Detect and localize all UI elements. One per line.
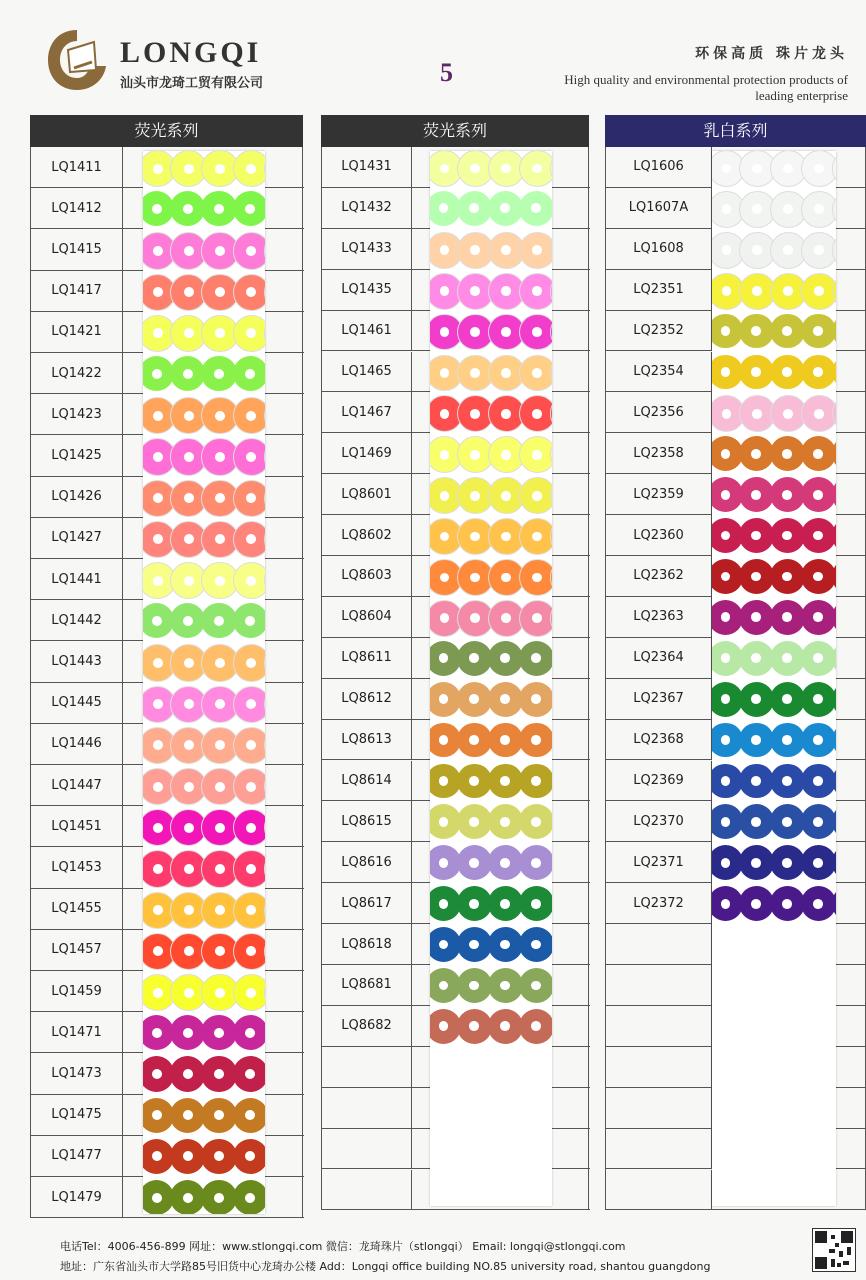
sequin-swatch [233,768,265,805]
sequin-swatch [770,804,805,839]
color-code: LQ2371 [606,842,712,882]
sequin-swatch [832,845,836,880]
sequin-swatch [801,845,836,880]
sequin-swatch [770,641,805,676]
sequin-swatch [739,477,774,512]
sequin-swatch [801,191,836,228]
color-code: LQ1445 [31,683,123,723]
sequin-swatch [739,764,774,799]
color-code: LQ1422 [31,353,123,393]
color-code: LQ1411 [31,147,123,187]
sequin-swatch [457,927,492,962]
sequin-swatch [201,1098,236,1133]
sequin-swatch [233,1139,265,1174]
sequin-swatch [488,723,523,758]
sequin-swatch [739,355,774,390]
sequin-swatch [770,436,805,471]
color-code: LQ1435 [322,270,412,310]
color-code [322,1129,412,1169]
sequin-swatch [519,477,552,514]
color-code: LQ1426 [31,477,123,517]
sequin-swatch [519,355,552,392]
color-code: LQ2372 [606,883,712,923]
sequin-swatch [264,1098,265,1133]
sequin-swatch [801,723,836,758]
color-code [322,1047,412,1087]
sequin-swatch [770,355,805,390]
sequin-swatch [201,1056,236,1091]
color-code: LQ8612 [322,679,412,719]
sequin-swatch [457,682,492,717]
color-code: LQ1442 [31,600,123,640]
sequin-swatch [801,477,836,512]
color-code: LQ1457 [31,930,123,970]
color-grid [605,147,866,1210]
color-code: LQ1433 [322,229,412,269]
sequin-swatch [170,191,205,226]
sequin-swatch [519,191,552,226]
qr-code-icon [812,1228,856,1272]
sequin-swatch [739,804,774,839]
sequin-swatch [201,1139,236,1174]
sequin-swatch [519,1009,552,1044]
sequin-swatch [233,686,265,723]
sequin-swatch [201,191,236,226]
sequin-swatch [519,968,552,1003]
sequin-swatch [832,764,836,799]
color-code: LQ1453 [31,847,123,887]
sequin-swatch [739,682,774,717]
sequin-swatch [233,974,265,1011]
sequin-swatch [264,1180,265,1214]
sequin-swatch [519,682,552,717]
color-code: LQ1479 [31,1177,123,1217]
color-code: LQ8616 [322,842,412,882]
sequin-swatch [832,559,836,594]
sequin-swatch [233,644,265,681]
sequin-swatch [550,191,552,226]
color-code [606,1006,712,1046]
sequin-swatch [801,395,836,432]
sequin-swatch [170,1056,205,1091]
page-header [0,0,866,110]
sequin-swatch [770,477,805,512]
sequin-swatch [550,764,552,799]
color-code: LQ2360 [606,515,712,555]
sequin-swatch [264,356,265,391]
sequin-swatch [801,151,836,187]
sequin-swatch [519,436,552,473]
sequin-swatch [233,191,265,226]
sequin-swatch [770,886,805,921]
sequin-swatch [201,1015,236,1050]
color-code: LQ1427 [31,518,123,558]
sequin-swatch [488,886,523,921]
color-code: LQ2356 [606,392,712,432]
sequin-swatch [801,804,836,839]
color-code [606,1047,712,1087]
sequin-swatch [832,436,836,471]
sequin-swatch [170,1139,205,1174]
sequin-swatch [233,727,265,764]
column-title: 荧光系列 [30,115,303,147]
sequin-swatch [233,1056,265,1091]
color-code: LQ1475 [31,1095,123,1135]
color-code: LQ1608 [606,229,712,269]
color-code: LQ1412 [31,188,123,228]
sequin-swatch [801,886,836,921]
color-code: LQ8614 [322,761,412,801]
sequin-swatch [739,518,774,553]
sequin-swatch [739,886,774,921]
color-code: LQ8601 [322,474,412,514]
sequin-swatch [233,850,265,887]
color-code: LQ1461 [322,311,412,351]
color-code: LQ1606 [606,147,712,187]
color-code: LQ8602 [322,515,412,555]
page-footer [0,1228,866,1280]
color-code: LQ2358 [606,433,712,473]
sequin-swatch [832,314,836,349]
brand-name: LONGQI [120,36,262,69]
color-code [322,1088,412,1128]
sequin-swatch [233,356,265,391]
sequin-swatch [488,804,523,839]
color-code: LQ8603 [322,556,412,596]
sequin-swatch [233,809,265,846]
column-title: 荧光系列 [321,115,589,147]
sequin-swatch [457,886,492,921]
color-code: LQ1465 [322,352,412,392]
color-code: LQ2363 [606,597,712,637]
sequin-swatch [488,927,523,962]
sequin-swatch [832,886,836,921]
sequin-swatch [519,804,552,839]
color-code: LQ1471 [31,1012,123,1052]
color-code [606,1088,712,1128]
sequin-swatch [519,314,552,351]
sequin-swatch [801,436,836,471]
color-code: LQ1477 [31,1136,123,1176]
sequin-swatch [519,518,552,555]
sequin-swatch [457,723,492,758]
color-code: LQ1447 [31,765,123,805]
sequin-swatch [519,641,552,676]
sequin-swatch [739,845,774,880]
color-code: LQ8681 [322,965,412,1005]
color-code: LQ1467 [322,392,412,432]
sequin-swatch [801,355,836,390]
sequin-swatch [550,682,552,717]
sequin-swatch [832,355,836,390]
sequin-swatch [519,723,552,758]
color-code: LQ1431 [322,147,412,187]
sequin-swatch [233,315,265,352]
sequin-swatch [550,723,552,758]
color-code: LQ2352 [606,311,712,351]
color-code: LQ2369 [606,761,712,801]
color-grid [30,147,303,1218]
sequin-swatch [201,356,236,391]
color-code: LQ8618 [322,924,412,964]
color-code: LQ8604 [322,597,412,637]
color-code [606,965,712,1005]
sequin-swatch [457,191,492,226]
color-code [606,1170,712,1210]
color-code: LQ1441 [31,559,123,599]
sequin-swatch [801,273,836,310]
sequin-swatch [488,968,523,1003]
sequin-swatch [739,723,774,758]
sequin-swatch [233,521,265,558]
sequin-swatch [770,559,805,594]
sequin-swatch [770,723,805,758]
color-code: LQ8682 [322,1006,412,1046]
color-grid [321,147,589,1210]
sequin-swatch [457,968,492,1003]
color-code: LQ1432 [322,188,412,228]
color-code: LQ2354 [606,352,712,392]
sequin-swatch [801,518,836,553]
color-code: LQ1607A [606,188,712,228]
column-title: 乳白系列 [605,115,866,147]
page-number: 5 [440,58,453,87]
sequin-swatch [739,436,774,471]
sequin-swatch [519,764,552,799]
color-code: LQ1459 [31,971,123,1011]
color-code: LQ1417 [31,271,123,311]
sequin-sample-strip [712,151,836,1206]
sequin-swatch [519,927,552,962]
sequin-swatch [519,886,552,921]
color-code: LQ1443 [31,641,123,681]
column-fluorescent-2 [321,115,589,1210]
sequin-swatch [519,559,552,596]
sequin-swatch [832,641,836,676]
color-code: LQ2351 [606,270,712,310]
color-code: LQ2370 [606,801,712,841]
sequin-swatch [801,682,836,717]
sequin-sample-strip [143,151,265,1214]
sequin-swatch [739,641,774,676]
color-code: LQ2362 [606,556,712,596]
sequin-swatch [233,438,265,475]
color-code: LQ1469 [322,433,412,473]
sequin-swatch [770,845,805,880]
color-code: LQ8611 [322,638,412,678]
sequin-swatch [170,356,205,391]
sequin-swatch [488,641,523,676]
sequin-swatch [519,232,552,269]
brand-chinese-name: 汕头市龙琦工贸有限公司 [120,76,264,91]
color-code [606,1129,712,1169]
column-fluorescent-1 [30,115,303,1218]
longqi-logo-icon [46,28,108,92]
sequin-swatch [770,518,805,553]
slogan-chinese: 环保高质 珠片龙头 [695,46,848,62]
sequin-swatch [233,892,265,929]
color-code: LQ8613 [322,720,412,760]
sequin-swatch [832,477,836,512]
color-code: LQ8617 [322,883,412,923]
color-code: LQ1421 [31,312,123,352]
sequin-swatch [233,232,265,269]
sequin-swatch [233,933,265,970]
color-code: LQ1473 [31,1053,123,1093]
color-code: LQ2364 [606,638,712,678]
sequin-swatch [832,518,836,553]
sequin-swatch [457,1009,492,1044]
sequin-swatch [770,764,805,799]
color-code: LQ1415 [31,229,123,269]
sequin-swatch [457,641,492,676]
sequin-swatch [201,1180,236,1214]
sequin-swatch [550,641,552,676]
sequin-swatch [233,274,265,311]
sequin-swatch [519,395,552,432]
column-milky-white [605,115,866,1210]
color-code: LQ1446 [31,724,123,764]
sequin-swatch [801,559,836,594]
sequin-swatch [770,314,805,349]
slogan-english: High quality and environmental protection products of leading enterprise [564,72,848,103]
sequin-swatch [233,1180,265,1214]
sequin-swatch [832,600,836,635]
footer-contact: 电话Tel：4006-456-899 网址：www.stlongqi.com 微信：龙琦珠片（stlongqi） Email: longqi@stlongqi.com [60,1240,626,1253]
color-code: LQ1423 [31,394,123,434]
color-code: LQ1451 [31,806,123,846]
sequin-swatch [457,764,492,799]
sequin-swatch [739,314,774,349]
sequin-swatch [170,1098,205,1133]
sequin-swatch [801,314,836,349]
sequin-swatch [832,723,836,758]
color-code: LQ1455 [31,889,123,929]
sequin-swatch [519,151,552,187]
sequin-swatch [519,273,552,310]
sequin-swatch [233,151,265,187]
sequin-swatch [739,559,774,594]
sequin-swatch [519,600,552,637]
sequin-sample-strip [430,151,552,1206]
sequin-swatch [770,682,805,717]
sequin-swatch [170,603,205,638]
sequin-swatch [457,804,492,839]
sequin-swatch [488,1009,523,1044]
sequin-swatch [519,845,552,880]
sequin-swatch [550,1009,552,1044]
sequin-swatch [264,1139,265,1174]
color-code: LQ2368 [606,720,712,760]
color-code: LQ2359 [606,474,712,514]
sequin-swatch [550,968,552,1003]
sequin-swatch [233,397,265,434]
sequin-swatch [233,1015,265,1050]
sequin-swatch [488,191,523,226]
color-code: LQ1425 [31,435,123,475]
sequin-swatch [201,603,236,638]
sequin-swatch [739,600,774,635]
sequin-swatch [801,764,836,799]
sequin-swatch [832,804,836,839]
sequin-swatch [770,600,805,635]
sequin-swatch [233,603,265,638]
sequin-swatch [488,845,523,880]
color-code: LQ2367 [606,679,712,719]
sequin-swatch [233,480,265,517]
sequin-swatch [801,600,836,635]
sequin-swatch [233,562,265,599]
sequin-swatch [170,1015,205,1050]
sequin-swatch [832,682,836,717]
color-code: LQ8615 [322,801,412,841]
color-code [322,1170,412,1210]
footer-address: 地址：广东省汕头市大学路85号旧货中心龙琦办公楼 Add：Longqi office building NO.85 university road, shantou guangdong [60,1260,711,1273]
color-code [606,924,712,964]
sequin-swatch [488,682,523,717]
sequin-swatch [457,845,492,880]
sequin-swatch [233,1098,265,1133]
sequin-swatch [801,641,836,676]
sequin-swatch [170,1180,205,1214]
sequin-swatch [488,764,523,799]
sequin-swatch [801,232,836,269]
